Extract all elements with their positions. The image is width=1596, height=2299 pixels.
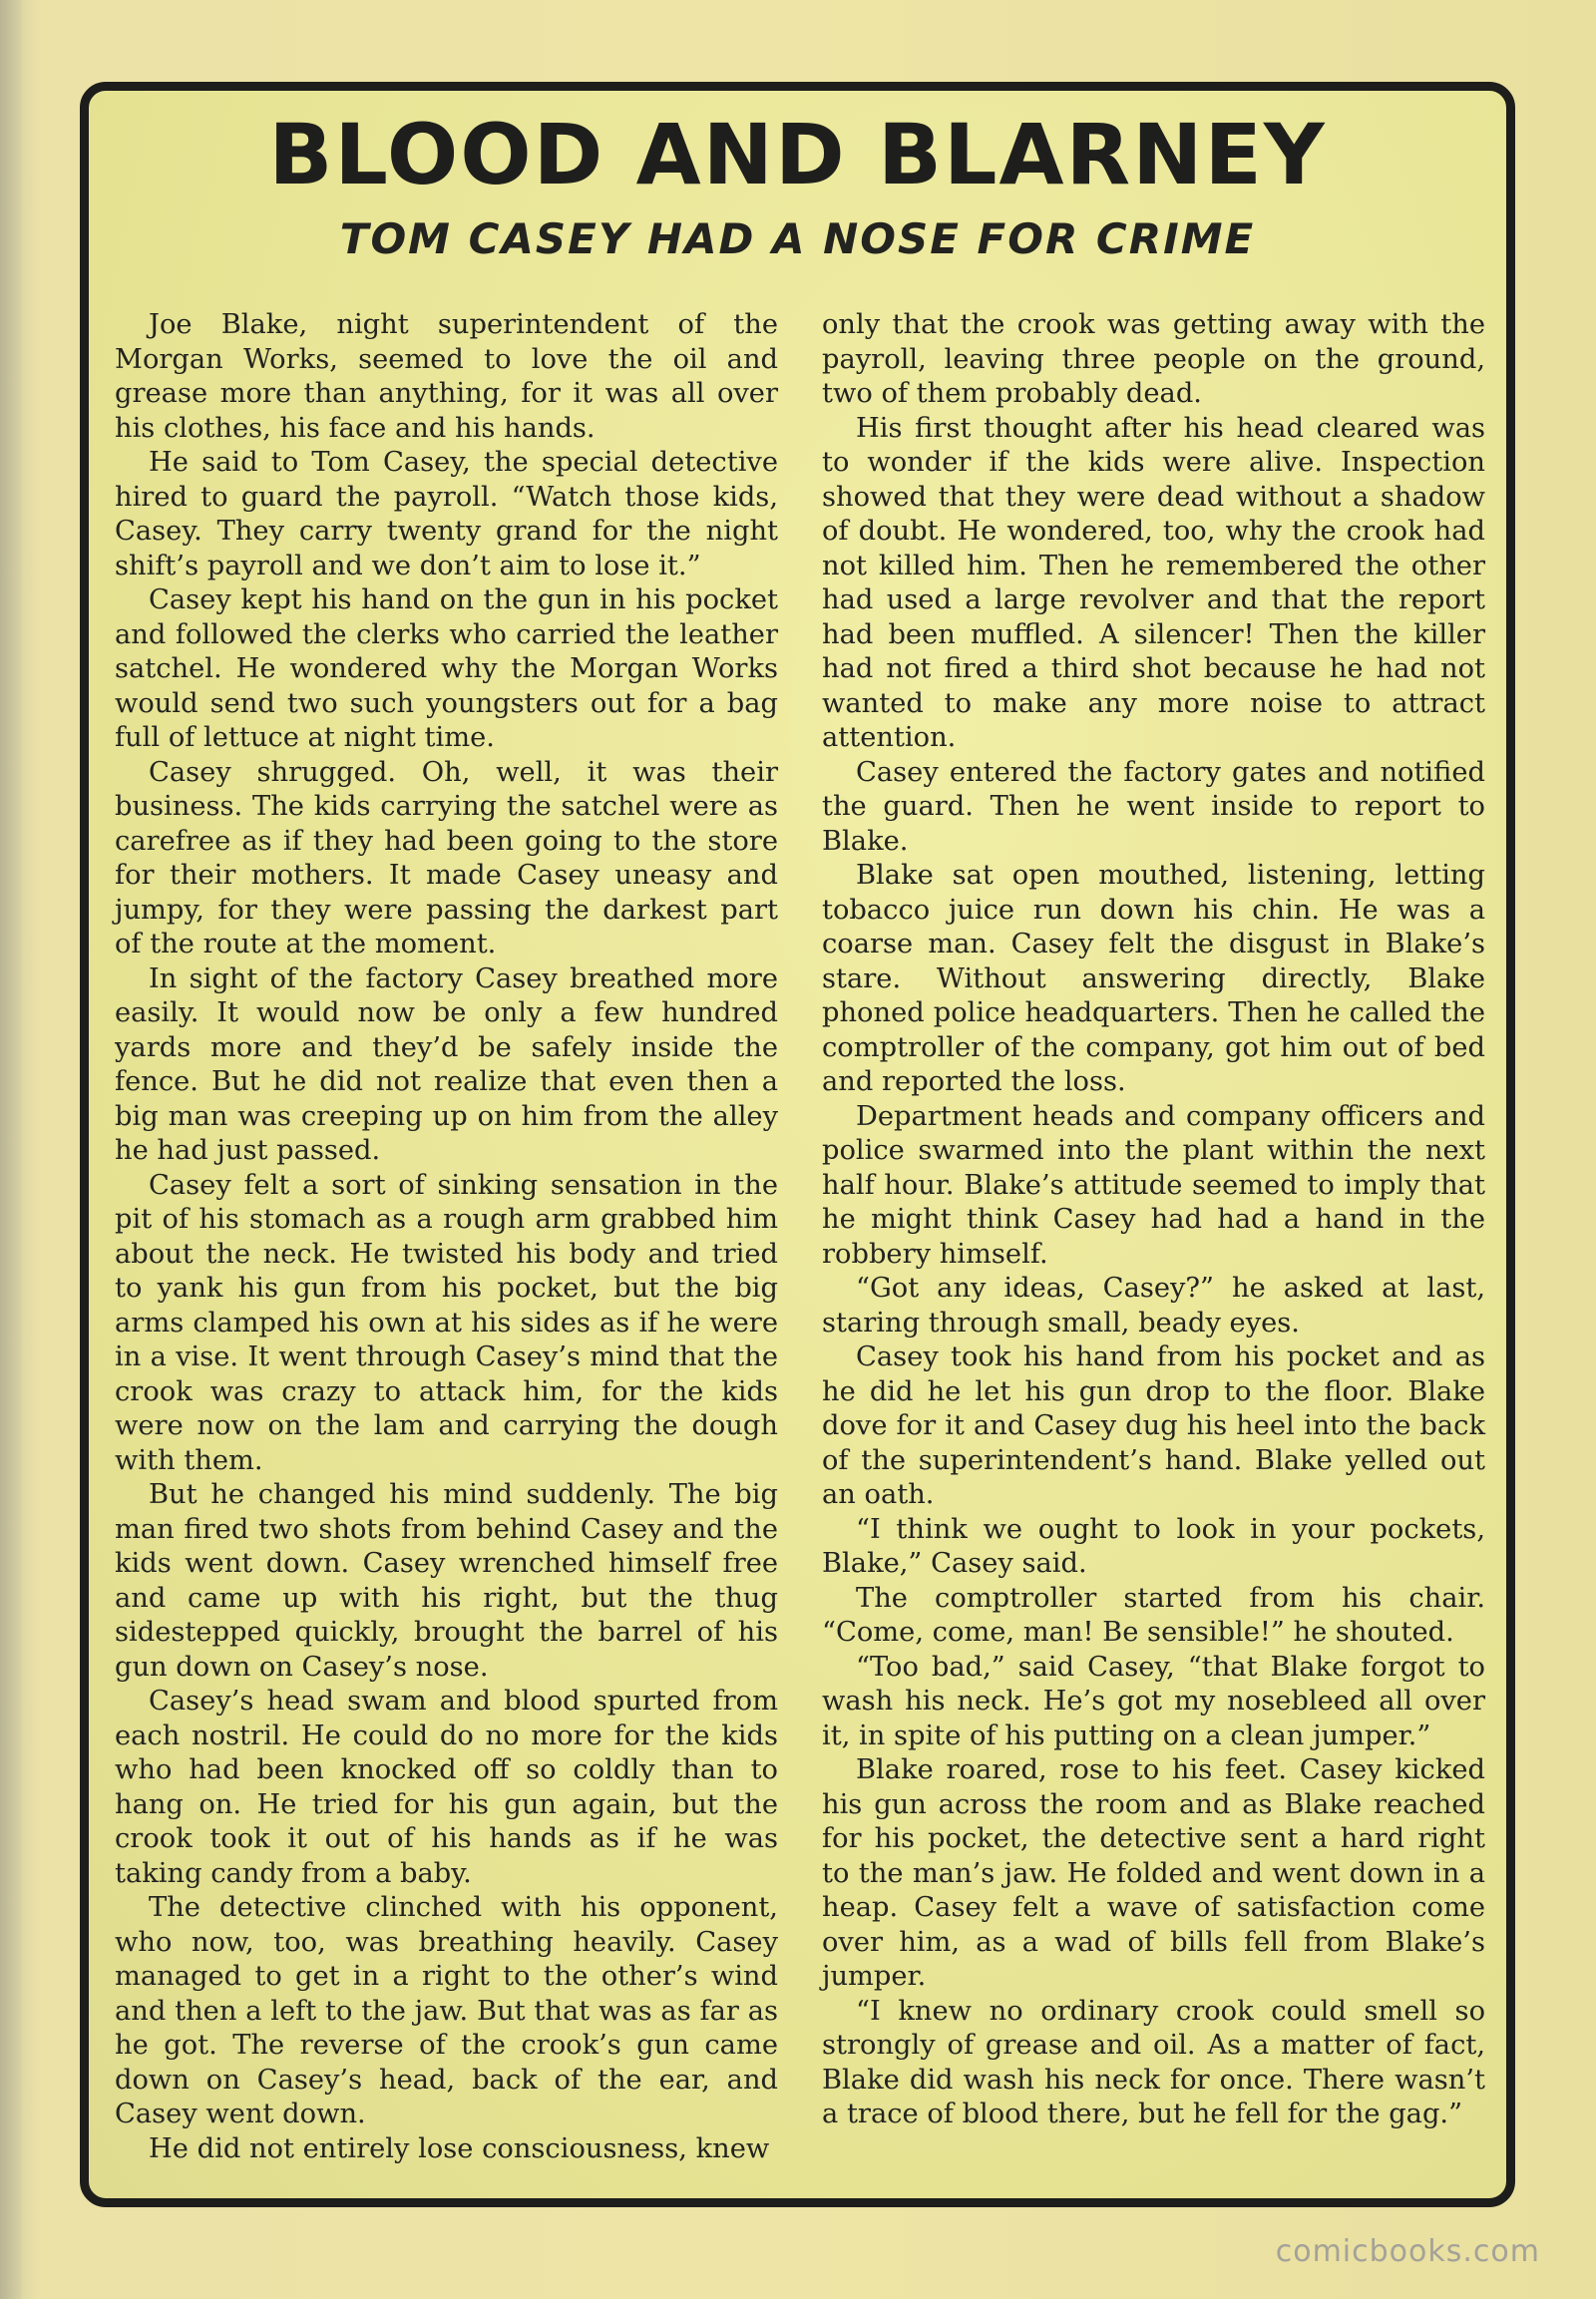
paragraph: He said to Tom Casey, the special detective hired to guard the payroll. “Watch those kids, Casey. They carry twenty grand for the night shift’s payroll and we don’t aim to lose it.”: [115, 447, 778, 581]
story-columns: [115, 308, 1485, 2166]
story-panel: [80, 82, 1515, 2207]
paragraph: But he changed his mind suddenly. The big man fired two shots from behind Casey and the kids went down. Casey wrenched himself free and came up with his right, but the thug sidestepped quickly, brought the barrel of his gun down on Casey’s nose.: [115, 1479, 778, 1683]
right-column: [822, 308, 1485, 2166]
left-column: [115, 308, 778, 2166]
paragraph: Blake roared, rose to his feet. Casey kicked his gun across the room and as Blake reached for his pocket, the detective sent a hard right to the man’s jaw. He folded and went down in a heap. Casey felt a wave of satisfaction come over him, as a wad of bills fell from Blake’s jumper.: [822, 1754, 1485, 1992]
story-title: BLOOD AND BLARNEY: [268, 106, 1327, 203]
paragraph: “I knew no ordinary crook could smell so strongly of grease and oil. As a matter of fact, Blake did wash his neck for once. There wasn’t a trace of blood there, but he fell for the gag.”: [822, 1995, 1485, 2129]
story-subtitle: TOM CASEY HAD A NOSE FOR CRIME: [339, 214, 1256, 263]
watermark: comicbooks.com: [1275, 2234, 1540, 2269]
paragraph: “I think we ought to look in your pockets, Blake,” Casey said.: [822, 1513, 1485, 1579]
paragraph: Joe Blake, night superintendent of the Morgan Works, seemed to love the oil and grease more than anything, for it was all over his clothes, his face and his hands.: [115, 309, 778, 444]
paragraph: Casey kept his hand on the gun in his pocket and followed the clerks who carried the leather satchel. He wondered why the Morgan Works would send two such youngsters out for a bag full of lettuce at night time.: [115, 584, 778, 753]
page-binding-edge: [0, 0, 22, 2299]
paragraph: Casey shrugged. Oh, well, it was their business. The kids carrying the satchel were as carefree as if they had been going to the store for their mothers. It made Casey uneasy and jumpy, for they were passing the darkest part of the route at the moment.: [115, 756, 778, 959]
paragraph: Casey entered the factory gates and notified the guard. Then he went inside to report to Blake.: [822, 756, 1485, 857]
paragraph: He did not entirely lose consciousness, knew: [149, 2132, 770, 2164]
paragraph: Casey felt a sort of sinking sensation in the pit of his stomach as a rough arm grabbed him about the neck. He twisted his body and tried to yank his gun from his pocket, but the big arms clamped his own at his sides as if he were in a vise. It went through Casey’s mind that the crook was crazy to attack him, for the kids were now on the lam and carrying the dough with them.: [115, 1169, 778, 1476]
paragraph: His first thought after his head cleared was to wonder if the kids were alive. Inspection showed that they were dead without a shadow of doubt. He wondered, too, why the crook had not killed him. Then he remembered the other had used a large revolver and that the report had been muffled. A silencer! Then the killer had not fired a third shot because he had not wanted to make any more noise to attract attention.: [822, 412, 1485, 753]
paragraph: Casey’s head swam and blood spurted from each nostril. He could do no more for the kids who had been knocked off so coldly than to hang on. He tried for his gun again, but the crook took it out of his hands as if he was taking candy from a baby.: [115, 1686, 778, 1889]
paragraph: “Got any ideas, Casey?” he asked at last, staring through small, beady eyes.: [822, 1273, 1485, 1339]
paragraph: Blake sat open mouthed, listening, letting tobacco juice run down his chin. He was a coarse man. Casey felt the disgust in Blake’s stare. Without answering directly, Blake phoned police headquarters. Then he called the comptroller of the company, got him out of bed and reported the loss.: [822, 860, 1485, 1097]
paragraph: only that the crook was getting away with the payroll, leaving three people on the ground, two of them probably dead.: [822, 309, 1485, 409]
paragraph: Casey took his hand from his pocket and as he did he let his gun drop to the floor. Blake dove for it and Casey dug his heel into the back of the superintendent’s hand. Blake yelled out an oath.: [822, 1341, 1485, 1510]
paragraph: “Too bad,” said Casey, “that Blake forgot to wash his neck. He’s got my nosebleed all over it, in spite of his putting on a clean jumper.”: [822, 1651, 1485, 1751]
paragraph: In sight of the factory Casey breathed more easily. It would now be only a few hundred yards more and they’d be safely inside the fence. But he did not realize that even then a big man was creeping up on him from the alley he had just passed.: [115, 962, 778, 1166]
paragraph: The detective clinched with his opponent, who now, too, was breathing heavily. Casey managed to get in a right to the other’s wind and then a left to the jaw. But that was as far as he got. The reverse of the crook’s gun came down on Casey’s head, back of the ear, and Casey went down.: [115, 1892, 778, 2129]
paragraph: Department heads and company officers and police swarmed into the plant within the next half hour. Blake’s attitude seemed to imply that he might think Casey had had a hand in the robbery himself.: [822, 1100, 1485, 1270]
paragraph: The comptroller started from his chair. “Come, come, man! Be sensible!” he shouted.: [822, 1582, 1485, 1648]
